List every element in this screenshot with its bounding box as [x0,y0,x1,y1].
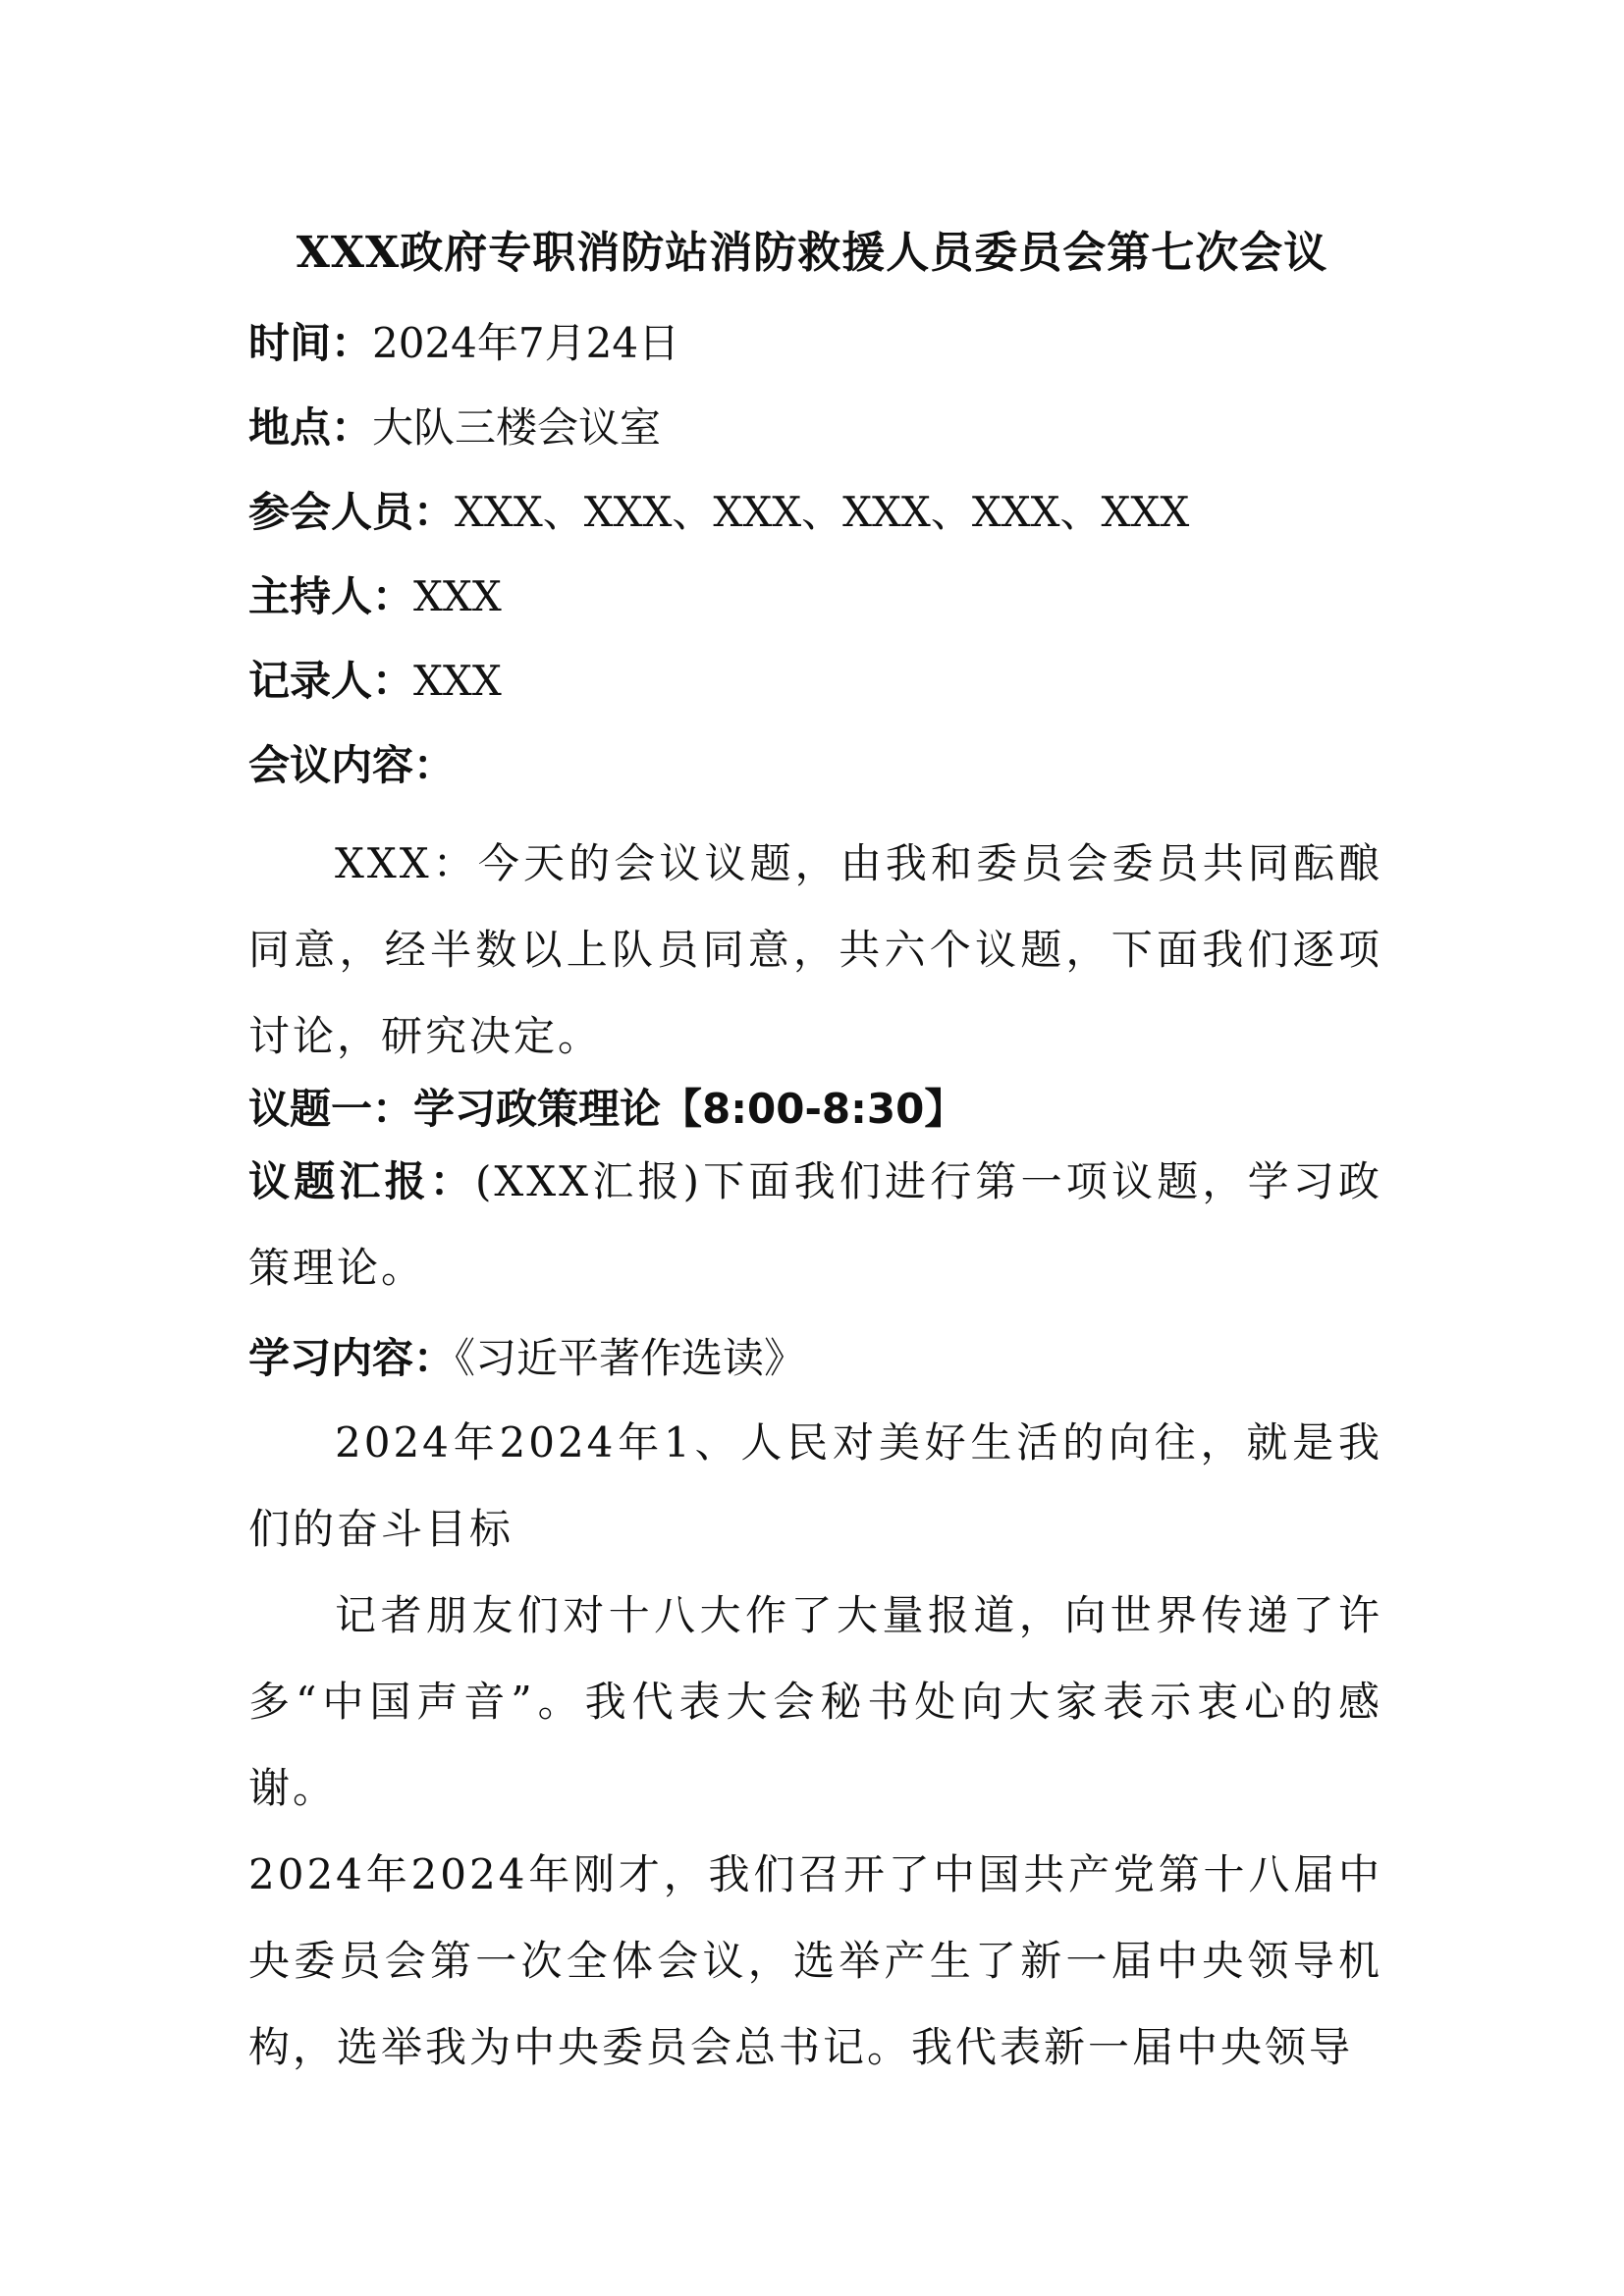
meta-time-value: 2024年7月24日 [372,319,680,367]
meta-recorder-value: XXX [413,657,502,705]
paragraph-3: 2024年2024年刚才，我们召开了中国共产党第十八届中央委员会第一次全体会议，选举产生了新一届中央领导机构，选举我为中央委员会总书记。我代表新一届中央领导 [248,1850,1382,2071]
opening-paragraph: XXX：今天的会议议题，由我和委员会委员共同酝酿同意，经半数以上队员同意，共六个议题，下面我们逐项讨论，研究决定。 [248,839,1382,1060]
meta-host [248,567,502,626]
meta-attendees-value: XXX、XXX、XXX、XXX、XXX、XXX [455,488,1190,536]
content-label: 会议内容： [248,741,456,789]
meta-time-label: 时间： [248,319,373,367]
meta-attendees [248,483,1189,542]
study-value: 《习近平著作选读》 [455,1334,806,1382]
meta-location [248,399,661,457]
meta-location-label: 地点： [248,403,373,452]
meta-host-value: XXX [413,572,502,620]
topic1-report [248,1139,1382,1311]
topic1-heading: 议题一：学习政策理论【8:00-8:30】 [248,1085,966,1133]
topic1-report-text: (XXX汇报)下面我们进行第一项议题，学习政策理论。 [248,1157,1382,1292]
meta-recorder [248,652,502,711]
meta-location-value: 大队三楼会议室 [372,403,662,452]
meta-recorder-label: 记录人： [248,657,414,705]
paragraph-1: 2024年2024年1、人民对美好生活的向往，就是我们的奋斗目标 [248,1418,1382,1553]
meta-host-label: 主持人： [248,572,414,620]
study-label: 学习内容： [248,1334,456,1382]
paragraph-2: 记者朋友们对十八大作了大量报道，向世界传递了许多“中国声音”。我代表大会秘书处向大家表示衷心的感谢。 [248,1591,1382,1812]
meta-attendees-label: 参会人员： [248,488,456,536]
topic1-report-label: 议题汇报： [248,1157,475,1205]
meta-time [248,314,679,373]
study-content [248,1329,805,1388]
document-title: XXX政府专职消防站消防救援人员委员会第七次会议 [296,228,1328,278]
